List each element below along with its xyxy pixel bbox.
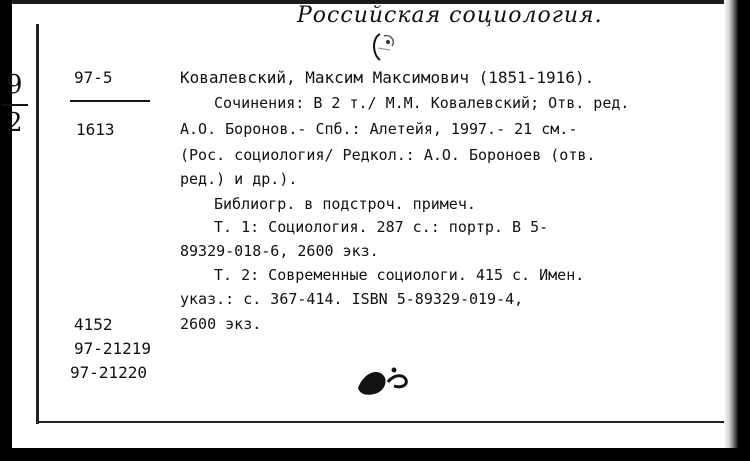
margin-mark-bottom: 2 (6, 108, 23, 138)
inventory-number: 97-21220 (70, 363, 148, 382)
margin-mark-divider (2, 104, 28, 106)
author-heading: Ковалевский, Максим Максимович (1851-1916). (180, 68, 595, 87)
bibliography-note: Библиогр. в подстроч. примеч. (214, 195, 476, 213)
shelf-number: 1613 (76, 120, 115, 139)
volume-1-line: Т. 1: Социология. 287 с.: портр. В 5- (214, 218, 549, 236)
volume-2-line: Т. 2: Современные социологи. 415 с. Имен. (214, 266, 585, 284)
margin-mark-top: 9 (6, 70, 23, 100)
entry-line: (Рос. социология/ Редкол.: А.О. Бороноев (отв. (180, 146, 596, 164)
accession-number: 4152 (74, 315, 113, 334)
entry-line: ред.) и др.). (180, 170, 298, 188)
shelf-code-rule (70, 100, 150, 102)
shelf-code: 97-5 (74, 68, 113, 87)
volume-1-isbn: 89329-018-6, 2600 экз. (180, 242, 379, 260)
entry-line: Сочинения: В 2 т./ М.М. Ковалевский; Отв. ред. (214, 94, 630, 112)
ink-blot-icon (354, 362, 416, 398)
bottom-rule (36, 421, 736, 423)
volume-2-copies: 2600 экз. (180, 315, 262, 333)
left-margin-rule (36, 24, 39, 424)
card-right-edge (724, 0, 738, 448)
library-stamp-icon (368, 30, 402, 64)
volume-2-isbn: указ.: с. 367-414. ISBN 5-89329-019-4, (180, 290, 524, 308)
inventory-number: 97-21219 (74, 339, 152, 358)
entry-line: А.О. Боронов.- Спб.: Алетейя, 1997.- 21 см.- (180, 120, 578, 138)
catalog-card (6, 0, 738, 448)
handwritten-title: Российская социология. (297, 3, 603, 28)
